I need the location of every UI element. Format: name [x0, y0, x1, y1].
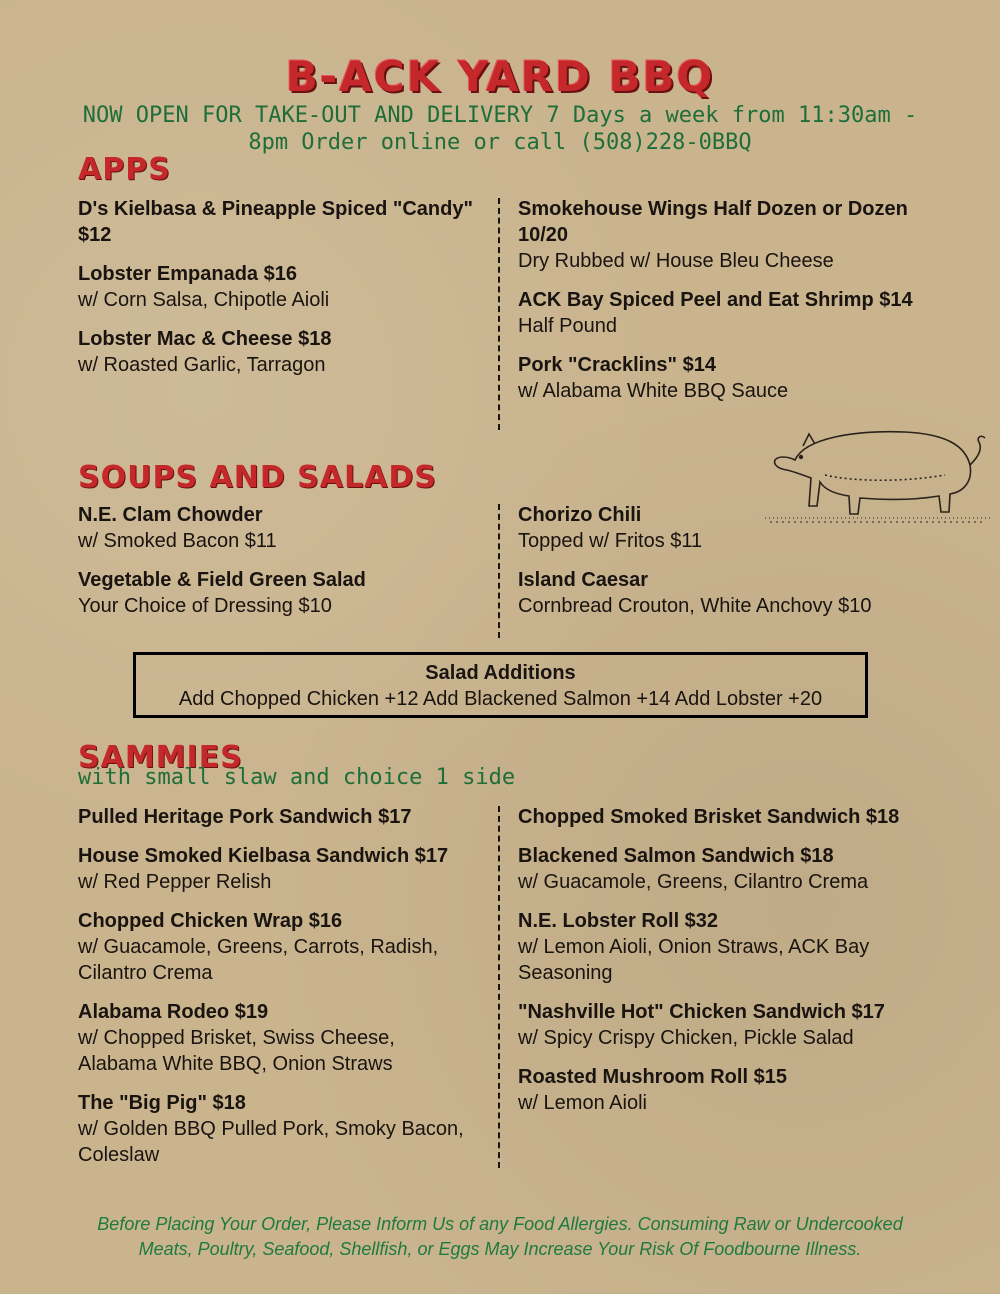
apps-left-column: [78, 196, 478, 391]
item-description: Your Choice of Dressing $10: [78, 595, 332, 617]
restaurant-title: B-ACK YARD BBQ: [285, 52, 715, 101]
menu-item: [518, 352, 913, 404]
menu-item: [518, 1064, 913, 1116]
item-description: w/ Smoked Bacon $11: [78, 530, 277, 552]
salad-additions-text: Add Chopped Chicken +12 Add Blackened Salmon +14 Add Lobster +20: [178, 688, 823, 710]
item-description: w/ Roasted Garlic, Tarragon: [78, 354, 326, 376]
sammies-right-column: [518, 804, 913, 1129]
soups-salads-heading: SOUPS AND SALADS: [78, 460, 437, 495]
item-name: Pork "Cracklins" $14: [518, 354, 716, 376]
menu-item: [78, 196, 478, 248]
item-name: Island Caesar: [518, 569, 649, 591]
item-description: Topped w/ Fritos $11: [518, 530, 703, 552]
soups-left-column: [78, 502, 478, 632]
item-description: w/ Golden BBQ Pulled Pork, Smoky Bacon, Coleslaw: [78, 1118, 464, 1166]
item-name: Chopped Chicken Wrap $16: [78, 910, 343, 932]
menu-item: [78, 804, 478, 830]
menu-item: [78, 843, 478, 895]
menu-item: [518, 843, 913, 895]
menu-item: [518, 567, 913, 619]
hours-announcement: NOW OPEN FOR TAKE-OUT AND DELIVERY 7 Days a week from 11:30am - 8pm Order online or call (508)228-0BBQ: [82, 103, 918, 155]
menu-item: [518, 908, 913, 986]
menu-item: [78, 326, 478, 378]
item-description: w/ Chopped Brisket, Swiss Cheese, Alabama White BBQ, Onion Straws: [78, 1027, 395, 1075]
item-name: ACK Bay Spiced Peel and Eat Shrimp $14: [518, 289, 913, 311]
item-name: Lobster Mac & Cheese $18: [78, 328, 332, 350]
menu-item: [78, 999, 478, 1077]
menu-item: [518, 804, 913, 830]
item-name: Smokehouse Wings Half Dozen or Dozen 10/20: [518, 198, 908, 246]
sammies-left-column: [78, 804, 478, 1181]
sammies-divider: [498, 806, 500, 1168]
item-description: w/ Lemon Aioli: [518, 1092, 647, 1114]
apps-right-column: [518, 196, 913, 417]
apps-heading: APPS: [78, 152, 171, 187]
item-name: Chorizo Chili: [518, 504, 642, 526]
menu-item: [518, 502, 913, 554]
allergy-notice: Before Placing Your Order, Please Inform Us of any Food Allergies. Consuming Raw or Undercooked Meats, Poultry, Seafood, Shellfish, or Eggs May Increase Your Risk Of Foodbourne Illness.: [97, 1214, 903, 1259]
sammies-heading: SAMMIES: [78, 740, 243, 775]
item-name: Blackened Salmon Sandwich $18: [518, 845, 834, 867]
soups-right-column: [518, 502, 913, 632]
menu-item: [78, 261, 478, 313]
sammies-subheading: with small slaw and choice 1 side: [78, 765, 516, 790]
item-description: w/ Corn Salsa, Chipotle Aioli: [78, 289, 330, 311]
item-description: w/ Spicy Crispy Chicken, Pickle Salad: [518, 1027, 854, 1049]
item-description: Dry Rubbed w/ House Bleu Cheese: [518, 250, 834, 272]
menu-item: [78, 908, 478, 986]
item-name: Vegetable & Field Green Salad: [78, 569, 366, 591]
item-description: Half Pound: [518, 315, 617, 337]
salad-additions-heading: Salad Additions: [425, 662, 576, 684]
item-name: Lobster Empanada $16: [78, 263, 297, 285]
item-name: Roasted Mushroom Roll $15: [518, 1066, 787, 1088]
item-name: N.E. Clam Chowder: [78, 504, 263, 526]
menu-item: [78, 502, 478, 554]
item-name: House Smoked Kielbasa Sandwich $17: [78, 845, 449, 867]
item-description: w/ Alabama White BBQ Sauce: [518, 380, 789, 402]
item-name: D's Kielbasa & Pineapple Spiced "Candy" $12: [78, 198, 473, 246]
item-name: Chopped Smoked Brisket Sandwich $18: [518, 806, 900, 828]
item-name: Pulled Heritage Pork Sandwich $17: [78, 806, 412, 828]
salad-additions-box: [133, 652, 868, 718]
item-description: w/ Lemon Aioli, Onion Straws, ACK Bay Seasoning: [518, 936, 870, 984]
menu-item: [78, 1090, 478, 1168]
item-name: N.E. Lobster Roll $32: [518, 910, 719, 932]
item-name: Alabama Rodeo $19: [78, 1001, 269, 1023]
item-name: The "Big Pig" $18: [78, 1092, 246, 1114]
soups-divider: [498, 504, 500, 638]
menu-item: [518, 196, 913, 274]
item-name: "Nashville Hot" Chicken Sandwich $17: [518, 1001, 885, 1023]
item-description: w/ Red Pepper Relish: [78, 871, 272, 893]
item-description: w/ Guacamole, Greens, Carrots, Radish, Cilantro Crema: [78, 936, 439, 984]
menu-item: [78, 567, 478, 619]
item-description: Cornbread Crouton, White Anchovy $10: [518, 595, 872, 617]
menu-item: [518, 287, 913, 339]
menu-item: [518, 999, 913, 1051]
item-description: w/ Guacamole, Greens, Cilantro Crema: [518, 871, 869, 893]
apps-divider: [498, 198, 500, 430]
